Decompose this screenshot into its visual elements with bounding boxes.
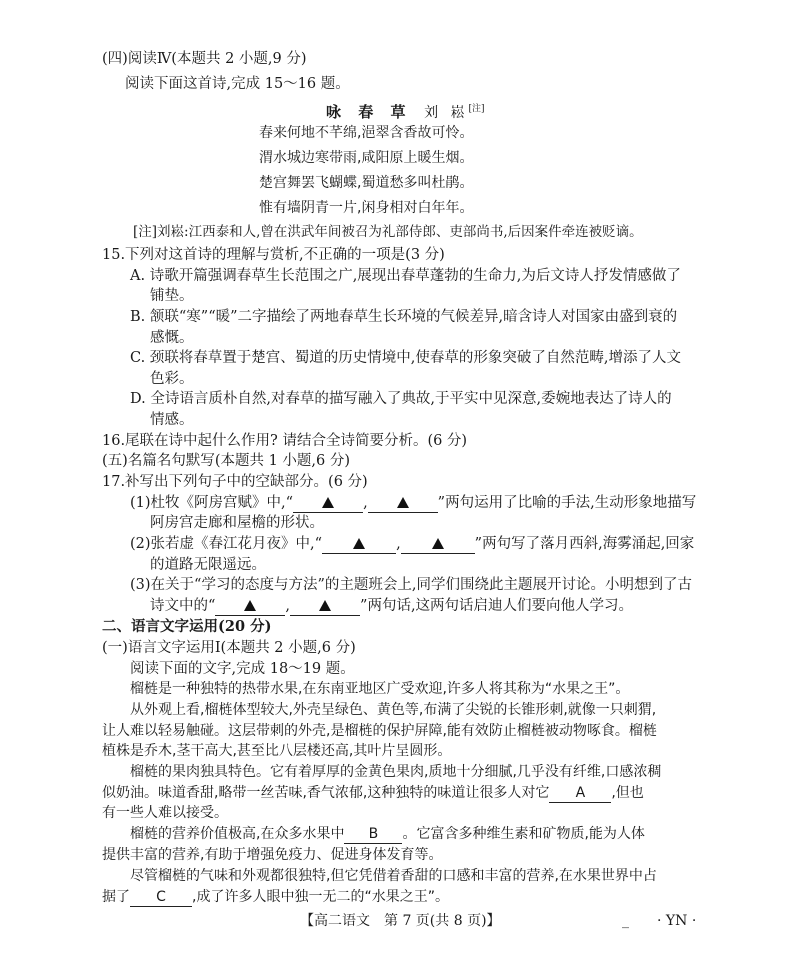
passage-p5-text-a: 尽管榴梿的气味和外观都很独特,但它凭借着香甜的口感和丰富的营养,在水果世界中占 xyxy=(130,867,657,884)
passage-p3-text-b: ,但也 xyxy=(611,784,644,801)
q17-part3-text-c: ”两句话,这两句话启迪人们要向他人学习。 xyxy=(360,597,634,614)
section5-header: (五)名篇名句默写(本题共 1 小题,6 分) xyxy=(102,453,351,470)
footer xyxy=(300,911,501,931)
passage-p2-line1: 从外观上看,榴梿体型较大,外壳呈绿色、黄色等,布满了尖锐的长锥形刺,就像一只刺猬, xyxy=(130,701,657,718)
q17-comma: , xyxy=(285,597,291,614)
q15-option-a-cont: 铺垫。 xyxy=(150,288,194,305)
passage-p3-line3: 有一些人难以接受。 xyxy=(102,805,228,822)
footer-code: · YN · xyxy=(657,913,697,930)
poem-line-2: 渭水城边寒带雨,咸阳原上暖生烟。 xyxy=(259,150,474,166)
footer-right xyxy=(622,911,696,931)
triangle-icon xyxy=(244,600,256,611)
passage-p4-text-b: 。它富含多种维生素和矿物质,能为人体 xyxy=(402,825,645,842)
triangle-icon xyxy=(319,600,331,611)
q17-stem: 17.补写出下列句子中的空缺部分。(6 分) xyxy=(102,474,368,491)
footer-page-label: 【高二语文 第 7 页(共 8 页)】 xyxy=(300,913,501,930)
passage-p4-text-c: 提供丰富的营养,有助于增强免疫力、促进身体发育等。 xyxy=(102,847,443,864)
q15-option-d-cont: 情感。 xyxy=(150,412,194,429)
part2-subheader: (一)语言文字运用Ⅰ(本题共 2 小题,6 分) xyxy=(102,640,356,657)
q17-blank-3b[interactable] xyxy=(290,598,360,616)
poem-title: 咏 春 草 xyxy=(326,102,412,121)
q17-part1-text-a: (1)杜牧《阿房宫赋》中,“ xyxy=(130,494,294,511)
q15-option-a: A. 诗歌开篇强调春草生长范围之广,展现出春草蓬勃的生命力,为后文诗人抒发情感做了 xyxy=(130,267,681,284)
q17-part2-text-a: (2)张若虚《春江花月夜》中,“ xyxy=(130,535,323,552)
passage-p2-line3: 植株是乔木,茎干高大,甚至比八层楼还高,其叶片呈圆形。 xyxy=(102,743,452,760)
q17-part2-text-b: ”两句写了落月西斜,海雾涌起,回家 xyxy=(474,535,695,552)
part2-instruction: 阅读下面的文字,完成 18～19 题。 xyxy=(130,660,355,677)
section4-header: (四)阅读Ⅳ(本题共 2 小题,9 分) xyxy=(102,51,307,67)
passage-p4-line1 xyxy=(130,825,645,844)
q17-blank-2a[interactable] xyxy=(322,536,396,554)
poem-line-1: 春来何地不芊绵,浥翠含香故可怜。 xyxy=(259,125,474,141)
poem-line-3: 楚宫舞罢飞蝴蝶,蜀道愁多叫杜鹃。 xyxy=(259,175,474,191)
triangle-icon xyxy=(322,497,334,508)
q15-option-d: D. 全诗语言质朴自然,对春草的描写融入了典故,于平实中见深意,委婉地表达了诗人的 xyxy=(130,391,672,408)
triangle-icon xyxy=(432,538,444,549)
triangle-icon xyxy=(353,538,365,549)
q15-option-b: B. 颔联“寒”“暖”二字描绘了两地春草生长环境的气候差异,暗含诗人对国家由盛到衰的 xyxy=(130,308,678,325)
passage-p5-line1 xyxy=(130,866,657,886)
q17-blank-1a[interactable] xyxy=(293,495,363,513)
poem-heading xyxy=(326,99,485,123)
passage-p2-line2: 让人难以轻易触碰。这层带刺的外壳,是榴梿的保护屏障,能有效防止榴梿被动物啄食。榴梿 xyxy=(102,722,657,739)
q17-part2-cont: 的道路无限遥远。 xyxy=(150,556,266,573)
poem-line-4: 惟有墙阴青一片,闲身相对白年年。 xyxy=(259,200,474,216)
passage-p4-line2 xyxy=(102,845,442,865)
passage-p4-text-a: 榴梿的营养价值极高,在众多水果中 xyxy=(130,825,345,842)
passage-p3-line1: 榴梿的果肉独具特色。它有着厚厚的金黄色果肉,质地十分细腻,几乎没有纤维,口感浓稠 xyxy=(130,763,662,780)
passage-blank-c[interactable]: C xyxy=(130,889,192,907)
passage-p5-text-c: ,成了许多人眼中独一无二的“水果之王”。 xyxy=(192,888,449,905)
passage-blank-a[interactable]: A xyxy=(549,785,611,803)
passage-p1: 榴梿是一种独特的热带水果,在东南亚地区广受欢迎,许多人将其称为“水果之王”。 xyxy=(130,681,630,698)
poem-note: [注]刘崧:江西泰和人,曾在洪武年间被召为礼部侍郎、吏部尚书,后因案件牵连被贬谪。 xyxy=(133,224,643,240)
q15-option-c-cont: 色彩。 xyxy=(150,370,194,387)
part2-header: 二、语言文字运用(20 分) xyxy=(102,618,272,636)
q17-blank-1b[interactable] xyxy=(368,495,438,513)
passage-p3-text-a: 似奶油。味道香甜,略带一丝苦味,香气浓郁,这种独特的味道让很多人对它 xyxy=(102,784,550,801)
q15-stem: 15.下列对这首诗的理解与赏析,不正确的一项是(3 分) xyxy=(102,247,445,263)
passage-p5-text-b: 据了 xyxy=(102,888,130,905)
q17-part1-text-b: ”两句运用了比喻的手法,生动形象地描写 xyxy=(437,494,697,511)
q16-stem: 16.尾联在诗中起什么作用? 请结合全诗简要分析。(6 分) xyxy=(102,432,468,449)
passage-p5-line2 xyxy=(102,887,449,907)
poem-note-marker: [注] xyxy=(468,104,485,114)
poem-author: 刘 崧 xyxy=(424,104,469,121)
triangle-icon xyxy=(397,497,409,508)
q17-part1-cont: 阿房宫走廊和屋檐的形状。 xyxy=(150,515,324,532)
q17-blank-2b[interactable] xyxy=(401,536,475,554)
section4-instruction: 阅读下面这首诗,完成 15～16 题。 xyxy=(125,76,350,92)
q17-part3-cont xyxy=(150,597,633,616)
q17-comma: , xyxy=(363,494,368,511)
q17-part2 xyxy=(130,535,694,554)
q17-part3: (3)在关于“学习的态度与方法”的主题班会上,同学们围绕此主题展开讨论。小明想到了古 xyxy=(130,577,692,594)
passage-blank-b[interactable]: B xyxy=(344,826,402,844)
q17-blank-3a[interactable] xyxy=(215,598,285,616)
q17-comma: , xyxy=(396,535,401,552)
passage-p3-line2 xyxy=(102,784,644,803)
q17-part3-text-b: 诗文中的“ xyxy=(150,597,216,614)
q15-option-b-cont: 感慨。 xyxy=(150,329,194,346)
q15-option-c: C. 颈联将春草置于楚宫、蜀道的历史情境中,使春草的形象突破了自然范畴,增添了人文 xyxy=(130,350,682,367)
q17-part1 xyxy=(130,494,696,513)
footer-dash: _ xyxy=(622,913,629,930)
